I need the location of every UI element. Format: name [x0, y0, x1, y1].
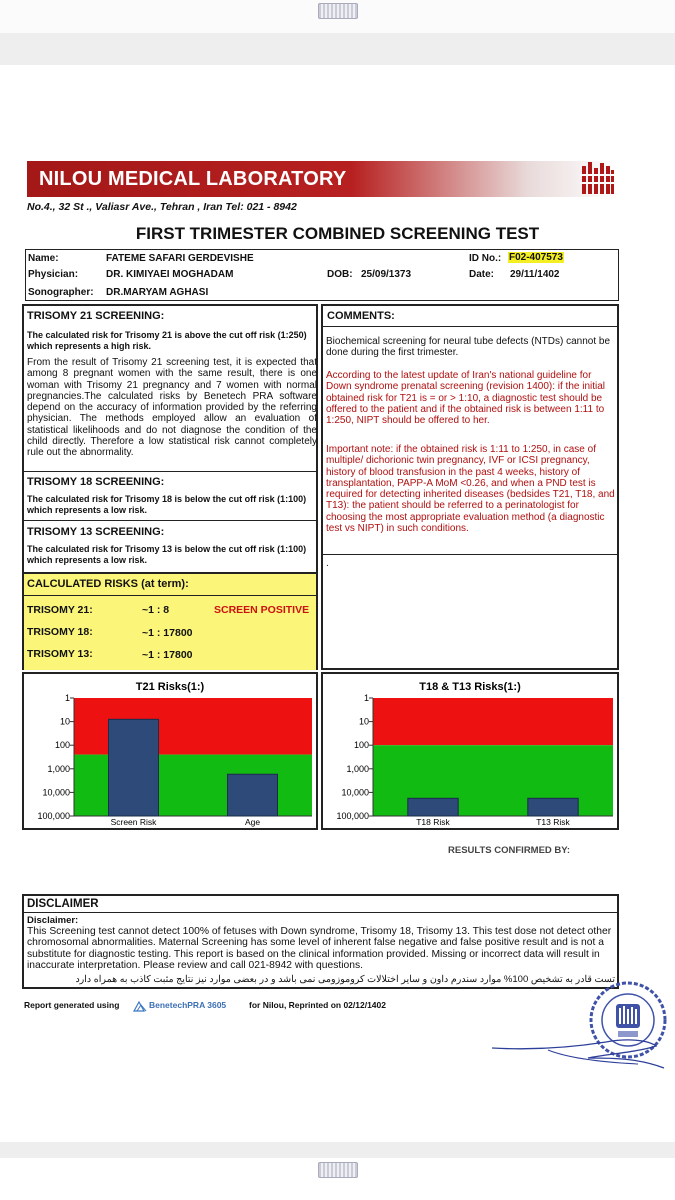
t18-title: TRISOMY 18 SCREENING:: [27, 476, 165, 488]
y-tick-label: 10,000: [42, 787, 70, 798]
top-stamp-icon: [318, 3, 358, 19]
t21-risk-value: ~1 : 8: [142, 604, 170, 616]
high-risk-zone: [373, 698, 613, 745]
lab-name: NILOU MEDICAL LABORATORY: [39, 168, 347, 190]
x-tick-label: T13 Risk: [536, 817, 570, 827]
name-label: Name:: [28, 253, 59, 264]
y-tick-label: 10: [358, 716, 369, 727]
t13-title: TRISOMY 13 SCREENING:: [27, 526, 165, 538]
y-tick-label: 100,000: [336, 811, 369, 821]
bar-t18-risk: [408, 798, 458, 816]
lab-name-banner: [27, 161, 617, 197]
bar-screen-risk: [109, 719, 159, 816]
t18-t13-chart-panel: [321, 672, 619, 830]
comments-title: COMMENTS:: [327, 310, 395, 322]
t18-t13-risk-chart: [323, 674, 617, 828]
disclaimer-box: [22, 894, 619, 989]
y-tick-label: 100,000: [37, 811, 70, 821]
disclaimer-title: DISCLAIMER: [27, 898, 99, 910]
id-value: F02-407573: [509, 252, 563, 263]
t21-title: TRISOMY 21 SCREENING:: [27, 310, 165, 322]
report-title: FIRST TRIMESTER COMBINED SCREENING TEST: [135, 224, 540, 243]
t21-body: From the result of Trisomy 21 screening test, it is expected that among 8 pregnant women with the same result, there is one woman with Trisomy 21 pregnancy and 7 women with normal pregnancies.The calculated risks by Benetech PRA software depend on the accuracy of information provided by the referring physician. The methods employed allow an evaluation of statistical likelihoods and do not diagnose the condition of the child directly. Therefore a low statistical risk cannot completely rule out the abnormality.: [27, 357, 317, 459]
t21-risk-label: TRISOMY 21:: [27, 604, 93, 616]
page-gap: [0, 33, 675, 65]
t21-risk-chart: [24, 674, 316, 828]
date-value: 29/11/1402: [510, 269, 560, 280]
comments-panel: [321, 304, 619, 670]
t13-risk-value: ~1 : 17800: [142, 649, 193, 661]
comment-dot: .: [326, 558, 329, 569]
results-confirmed-by: RESULTS CONFIRMED BY:: [448, 845, 571, 856]
signature-icon: [488, 1028, 668, 1072]
patient-info-table: [25, 249, 619, 301]
sonographer-label: Sonographer:: [28, 287, 94, 298]
bar-t13-risk: [528, 798, 578, 816]
bottom-page-gap: [0, 1142, 675, 1158]
report-generated-label: Report generated using: [24, 1000, 120, 1010]
disclaimer-persian: تست قادر به تشخیص 100% موارد سندرم داون و سایر اختلالات کروموزومی نمی باشد و در بعضی موارد نیز نتایج مثبت کاذب به همراه دارد: [75, 974, 615, 985]
lab-logo-icon: [580, 160, 616, 196]
t13-summary: The calculated risk for Trisomy 13 is below the cut off risk (1:100) which represents a low risk.: [27, 544, 307, 565]
physician-name: DR. KIMIYAEI MOGHADAM: [106, 269, 234, 280]
comment-guideline: According to the latest update of Iran's national guideline for Down syndrome prenatal screening (revision 1400): if the initial obtained risk for T21 is = or > 1:10, a diagnostic test should be offered to the patient and if the obtained risk is between 1:11 to 1:250, NIPT should be offered to her.: [326, 370, 606, 427]
reprinted-note: for Nilou, Reprinted on 02/12/1402: [249, 1000, 386, 1010]
id-label: ID No.:: [469, 253, 502, 264]
t18-summary: The calculated risk for Trisomy 18 is below the cut off risk (1:100) which represents a low risk.: [27, 494, 307, 515]
t18-risk-label: TRISOMY 18:: [27, 626, 93, 638]
y-tick-label: 100: [54, 740, 70, 751]
t21-chart-panel: [22, 672, 318, 830]
t21-summary: The calculated risk for Trisomy 21 is above the cut off risk (1:250) which represents a high risk.: [27, 330, 307, 351]
t18-risk-value: ~1 : 17800: [142, 627, 193, 639]
x-tick-label: Screen Risk: [110, 817, 157, 827]
bar-age: [228, 774, 278, 816]
disclaimer-text: This Screening test cannot detect 100% of fetuses with Down syndrome, Trisomy 18, Trisomy 13. This test dose not detect other chromosomal abnormalities. Maternal Screening has some level of inherent false negative and false positive result and is not a substitute for diagnostic testing. This report is based on the clinical information provided. Missing or incorrect data will result in inaccurate interpretation. Please review and call 021-8942 with questions.: [27, 926, 612, 972]
sonographer-name: DR.MARYAM AGHASI: [106, 287, 209, 298]
y-tick-label: 1: [363, 693, 369, 703]
benetech-software: BenetechPRA 3605: [149, 1000, 227, 1010]
disclaimer-label: Disclaimer:: [27, 915, 79, 926]
patient-name: FATEME SAFARI GERDEVISHE: [106, 253, 254, 264]
y-tick-label: 10,000: [341, 787, 369, 798]
benetech-logo-icon: [133, 999, 147, 1010]
lab-address: No.4., 32 St ., Valiasr Ave., Tehran , Iran Tel: 021 - 8942: [27, 201, 297, 213]
calculated-risks-box: [24, 572, 316, 670]
t13-risk-label: TRISOMY 13:: [27, 648, 93, 660]
dob-label: DOB:: [327, 269, 353, 280]
comment-ntd: Biochemical screening for neural tube defects (NTDs) cannot be done during the first trimester.: [326, 336, 611, 359]
x-tick-label: T18 Risk: [416, 817, 450, 827]
risks-title: CALCULATED RISKS (at term):: [27, 578, 189, 590]
chart-title: T21 Risks(1:): [135, 681, 205, 693]
comment-important-note: Important note: if the obtained risk is 1:11 to 1:250, in case of multiple/ dichorionic twin pregnancy, IVF or ICSI pregnancy, history of blood transfusion in the past 4 weeks, history of transplantation, PAPP-A MoM <0.26, and when a PND test is required for detecting inherited diseases (bedsides T21, T18, and T13): the patient should be referred to a perinatologist for choosing the most appropriate evaluation method (a diagnostic test vs NIPT) in such conditions.: [326, 444, 615, 535]
t21-risk-flag: SCREEN POSITIVE: [214, 604, 310, 616]
y-tick-label: 1,000: [346, 763, 369, 774]
x-tick-label: Age: [244, 817, 261, 827]
y-tick-label: 100: [353, 740, 369, 751]
physician-label: Physician:: [28, 269, 79, 280]
y-tick-label: 10: [59, 716, 70, 727]
dob-value: 25/09/1373: [361, 269, 412, 280]
screening-results-panel: [22, 304, 318, 670]
bottom-stamp-icon: [318, 1162, 358, 1178]
chart-title: T18 & T13 Risks(1:): [419, 681, 521, 693]
y-tick-label: 1: [64, 693, 70, 703]
y-tick-label: 1,000: [47, 763, 70, 774]
date-label: Date:: [469, 269, 495, 280]
